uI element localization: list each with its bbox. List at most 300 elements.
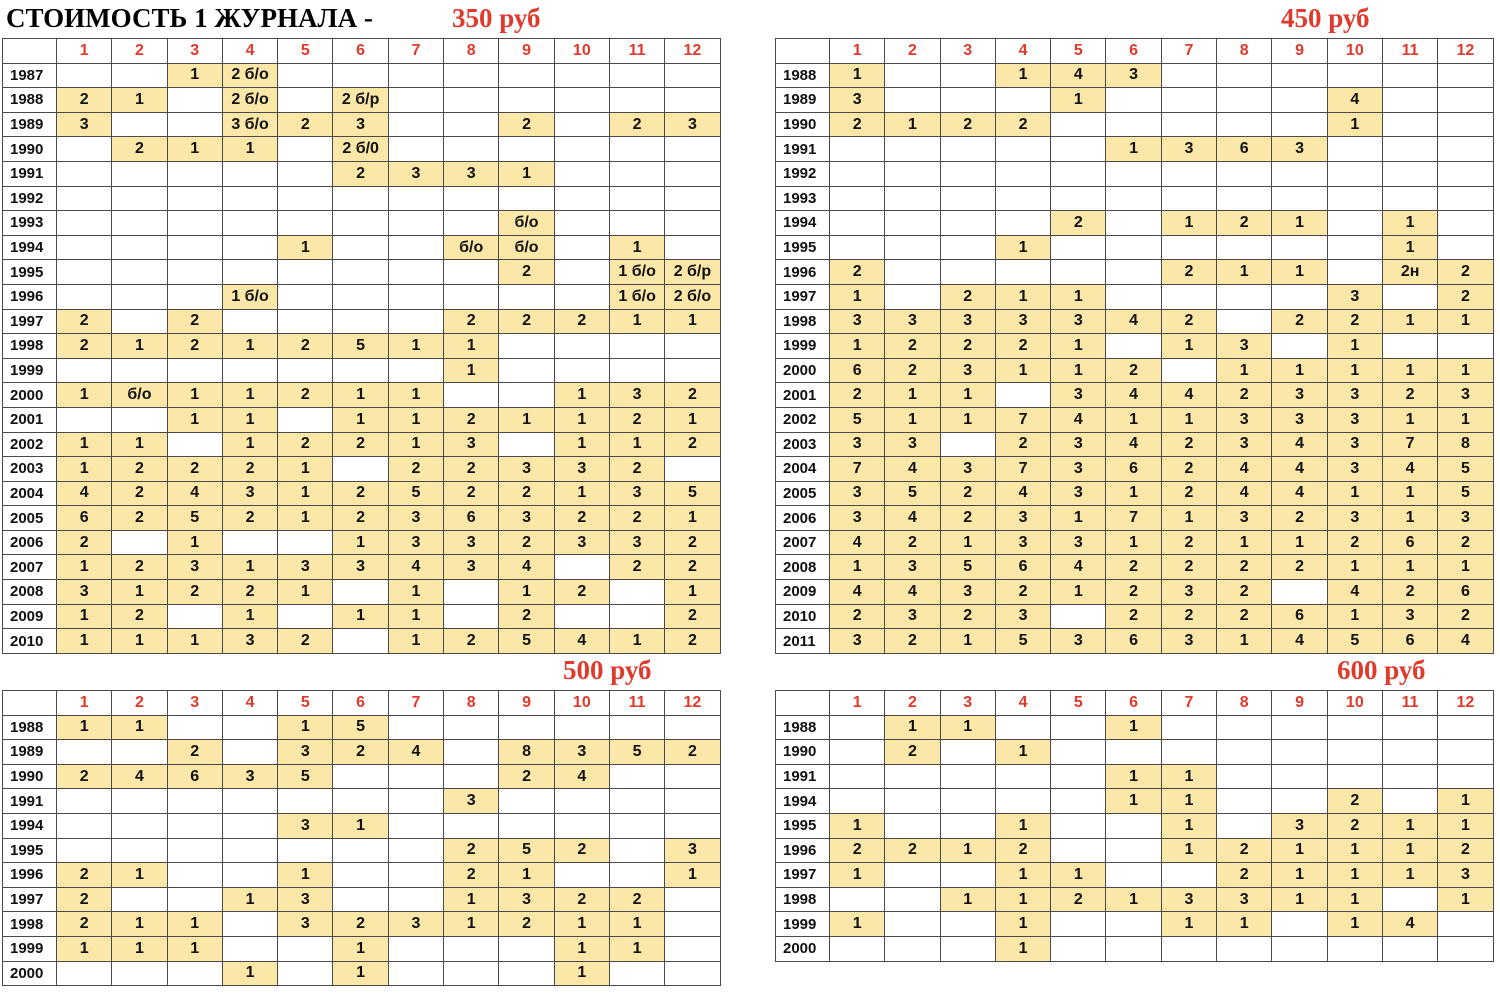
count-cell (57, 838, 112, 863)
count-cell: 1 (444, 887, 499, 912)
count-cell (278, 838, 333, 863)
count-cell (1106, 186, 1161, 211)
year-cell: 1997 (3, 887, 57, 912)
count-cell (1106, 88, 1161, 113)
table-row (3, 887, 721, 912)
count-cell: 2 (1438, 530, 1493, 555)
count-cell (609, 863, 664, 888)
count-cell: 2 (222, 457, 277, 482)
count-cell (499, 284, 554, 309)
count-cell: 1 (222, 407, 277, 432)
count-cell: 1 (57, 457, 112, 482)
count-cell: 3 (1438, 506, 1493, 531)
count-cell (444, 383, 499, 408)
year-cell: 1989 (776, 88, 830, 113)
count-cell (333, 863, 388, 888)
count-cell: 1 (1382, 555, 1437, 580)
table-row (3, 530, 721, 555)
count-cell: 2 (1217, 383, 1272, 408)
count-cell: 4 (1382, 457, 1437, 482)
count-cell: 3 (222, 629, 277, 654)
count-cell: 2 (333, 432, 388, 457)
count-cell: 3 (830, 481, 885, 506)
count-cell (609, 334, 664, 359)
count-cell (554, 813, 609, 838)
count-cell: 1 (1272, 358, 1327, 383)
count-cell: 6 (1217, 137, 1272, 162)
count-cell (333, 235, 388, 260)
count-cell (167, 358, 222, 383)
count-cell: 4 (1272, 457, 1327, 482)
count-cell (1051, 740, 1106, 765)
count-cell (278, 186, 333, 211)
year-cell: 2009 (3, 604, 57, 629)
count-cell: 1 (278, 457, 333, 482)
count-cell (333, 260, 388, 285)
count-cell: 2 (995, 334, 1050, 359)
count-cell (1217, 789, 1272, 814)
year-cell: 2000 (3, 961, 57, 986)
count-cell: 5 (940, 555, 995, 580)
count-cell (665, 764, 720, 789)
count-cell: 1 (1327, 838, 1382, 863)
count-cell (1438, 211, 1493, 236)
table-row (3, 740, 721, 765)
count-cell: 2 (1272, 555, 1327, 580)
year-cell: 1989 (3, 740, 57, 765)
count-cell (1382, 186, 1437, 211)
count-cell: 2 (57, 334, 112, 359)
count-cell: 2 (1106, 555, 1161, 580)
count-cell (112, 740, 167, 765)
count-cell (1438, 186, 1493, 211)
count-cell: 3 (444, 432, 499, 457)
count-cell (1272, 764, 1327, 789)
count-cell: 2 (388, 457, 443, 482)
count-cell: 3 (995, 530, 1050, 555)
count-cell: 1 (665, 407, 720, 432)
count-cell: 1 (1051, 358, 1106, 383)
month-header: 2 (112, 691, 167, 716)
corner-cell (3, 691, 57, 716)
month-header: 2 (112, 39, 167, 64)
count-cell (1161, 936, 1216, 961)
count-cell: 7 (1106, 506, 1161, 531)
count-cell: 1 (1327, 604, 1382, 629)
count-cell: 1 (499, 580, 554, 605)
count-cell: 3 (278, 813, 333, 838)
table-row (3, 161, 721, 186)
count-cell: 3 (1272, 407, 1327, 432)
count-cell: 1 (388, 407, 443, 432)
table-row (3, 137, 721, 162)
count-cell: 5 (167, 506, 222, 531)
count-cell: 3 (1161, 887, 1216, 912)
count-cell: 2 (1161, 555, 1216, 580)
count-cell: 1 (1217, 912, 1272, 937)
count-cell: 5 (1327, 629, 1382, 654)
count-cell: 3 (1161, 629, 1216, 654)
count-cell (278, 137, 333, 162)
count-cell: 2 б/0 (333, 137, 388, 162)
year-cell: 1997 (776, 284, 830, 309)
count-cell (1327, 161, 1382, 186)
count-cell: 2 (112, 604, 167, 629)
count-cell (222, 715, 277, 740)
count-cell (885, 863, 940, 888)
count-cell (1438, 137, 1493, 162)
count-cell: 5 (278, 764, 333, 789)
count-cell (1217, 88, 1272, 113)
count-cell (1272, 715, 1327, 740)
count-cell (444, 63, 499, 88)
count-cell (1382, 334, 1437, 359)
count-cell (499, 383, 554, 408)
count-cell: 1 (1217, 530, 1272, 555)
count-cell: 4 (1106, 309, 1161, 334)
month-header: 1 (57, 39, 112, 64)
count-cell: 3 (940, 457, 995, 482)
count-cell: 1 (1327, 863, 1382, 888)
count-cell (554, 715, 609, 740)
count-cell: 1 (222, 555, 277, 580)
year-cell: 1997 (3, 309, 57, 334)
count-cell: 1 (388, 432, 443, 457)
count-cell: 2 (665, 432, 720, 457)
table-row (3, 457, 721, 482)
count-cell: 2 (1217, 211, 1272, 236)
table-row (776, 813, 1494, 838)
count-cell (112, 887, 167, 912)
count-cell: 5 (885, 481, 940, 506)
year-cell: 1990 (3, 137, 57, 162)
count-cell (333, 186, 388, 211)
count-cell: 2 (444, 838, 499, 863)
table-row (3, 334, 721, 359)
count-cell (1106, 936, 1161, 961)
count-cell: 3 (609, 530, 664, 555)
month-header: 12 (1438, 691, 1493, 716)
year-cell: 1997 (776, 863, 830, 888)
count-cell (665, 912, 720, 937)
count-cell (57, 789, 112, 814)
count-cell: 1 (57, 936, 112, 961)
count-cell: 5 (609, 740, 664, 765)
count-cell: 1 (278, 506, 333, 531)
count-cell (278, 260, 333, 285)
table-row (776, 887, 1494, 912)
count-cell: 1 (1106, 764, 1161, 789)
table-row (776, 358, 1494, 383)
year-cell: 1994 (776, 789, 830, 814)
count-cell (554, 186, 609, 211)
count-cell: 1 б/о (222, 284, 277, 309)
count-cell (885, 235, 940, 260)
count-cell (1051, 715, 1106, 740)
count-cell: 2 (554, 838, 609, 863)
header-row (776, 39, 1494, 64)
count-cell: 1 (1438, 555, 1493, 580)
month-header: 1 (57, 691, 112, 716)
count-cell: 1 (830, 284, 885, 309)
count-cell (57, 358, 112, 383)
count-cell (222, 789, 277, 814)
count-cell: 1 (995, 863, 1050, 888)
table-row (3, 506, 721, 531)
year-cell: 2001 (3, 407, 57, 432)
count-cell: 4 (112, 764, 167, 789)
year-cell: 1988 (776, 715, 830, 740)
count-cell: 2 (830, 604, 885, 629)
count-cell: 1 (1272, 530, 1327, 555)
count-cell: 4 (388, 555, 443, 580)
count-cell: 3 (940, 358, 995, 383)
count-cell: б/о (499, 211, 554, 236)
count-cell: 2 (278, 432, 333, 457)
count-cell (444, 186, 499, 211)
count-cell: 1 (609, 936, 664, 961)
count-cell: 1 (57, 604, 112, 629)
count-cell: 6 (1382, 629, 1437, 654)
count-cell: 3 (388, 161, 443, 186)
count-cell (167, 961, 222, 986)
month-header: 7 (1161, 39, 1216, 64)
count-cell (499, 961, 554, 986)
table-500 (2, 690, 721, 986)
count-cell: 1 (885, 715, 940, 740)
count-cell: 2н (1382, 260, 1437, 285)
count-cell: 3 (1327, 407, 1382, 432)
count-cell: 1 (112, 88, 167, 113)
count-cell: 1 (112, 936, 167, 961)
table-row (776, 235, 1494, 260)
count-cell (995, 260, 1050, 285)
count-cell (665, 715, 720, 740)
count-cell: 1 (1438, 887, 1493, 912)
count-cell: 2 (1438, 260, 1493, 285)
count-cell: 3 (1217, 334, 1272, 359)
count-cell (830, 235, 885, 260)
count-cell: 4 (885, 506, 940, 531)
count-cell: 2 (167, 457, 222, 482)
table-600 (775, 690, 1494, 962)
count-cell (1161, 161, 1216, 186)
count-cell: 2 (885, 334, 940, 359)
count-cell (444, 284, 499, 309)
count-cell: 6 (830, 358, 885, 383)
count-cell: 3 (333, 555, 388, 580)
count-cell (57, 186, 112, 211)
count-cell (278, 604, 333, 629)
count-cell (333, 838, 388, 863)
count-cell: 1 (1382, 211, 1437, 236)
count-cell: 1 (333, 604, 388, 629)
count-cell: 1 (499, 407, 554, 432)
count-cell (940, 186, 995, 211)
table-row (3, 112, 721, 137)
count-cell (333, 629, 388, 654)
count-cell: 3 б/о (222, 112, 277, 137)
count-cell (112, 789, 167, 814)
count-cell (1438, 764, 1493, 789)
count-cell: 2 (1382, 383, 1437, 408)
count-cell (1327, 715, 1382, 740)
count-cell: 1 (167, 629, 222, 654)
month-header: 6 (333, 691, 388, 716)
count-cell (222, 186, 277, 211)
count-cell (609, 211, 664, 236)
count-cell (665, 813, 720, 838)
count-cell (1051, 260, 1106, 285)
table-row (776, 63, 1494, 88)
count-cell (167, 715, 222, 740)
count-cell: 5 (499, 629, 554, 654)
year-cell: 1987 (3, 63, 57, 88)
table-row (3, 211, 721, 236)
count-cell (444, 764, 499, 789)
count-cell (995, 383, 1050, 408)
count-cell (665, 887, 720, 912)
count-cell (388, 211, 443, 236)
count-cell (167, 813, 222, 838)
count-cell (940, 813, 995, 838)
count-cell: 2 (554, 506, 609, 531)
count-cell (333, 284, 388, 309)
count-cell (1327, 740, 1382, 765)
count-cell: 2 (1438, 838, 1493, 863)
count-cell: 6 (995, 555, 1050, 580)
year-cell: 1996 (776, 260, 830, 285)
count-cell: 2 (1438, 284, 1493, 309)
count-cell (1438, 334, 1493, 359)
count-cell (995, 715, 1050, 740)
count-cell (609, 137, 664, 162)
count-cell: 1 (995, 284, 1050, 309)
count-cell (444, 813, 499, 838)
count-cell: 6 (57, 506, 112, 531)
count-cell: 1 (278, 235, 333, 260)
table-row (776, 88, 1494, 113)
count-cell: 3 (1272, 813, 1327, 838)
count-cell (940, 912, 995, 937)
month-header: 4 (995, 691, 1050, 716)
count-cell: 4 (1161, 383, 1216, 408)
count-cell: 1 (1327, 555, 1382, 580)
table-row (776, 481, 1494, 506)
count-cell: 2 (554, 887, 609, 912)
count-cell: 1 (554, 912, 609, 937)
corner-cell (776, 39, 830, 64)
count-cell: 4 (1272, 629, 1327, 654)
count-cell (1272, 63, 1327, 88)
count-cell (940, 764, 995, 789)
table-row (776, 407, 1494, 432)
count-cell (665, 334, 720, 359)
count-cell (940, 936, 995, 961)
count-cell: 2 (499, 309, 554, 334)
count-cell: 1 (222, 334, 277, 359)
table-row (776, 838, 1494, 863)
count-cell: 1 (1327, 112, 1382, 137)
count-cell: 1 (57, 383, 112, 408)
count-cell: 1 (1382, 235, 1437, 260)
count-cell (1272, 284, 1327, 309)
count-cell: 4 (388, 740, 443, 765)
count-cell: 1 (1327, 887, 1382, 912)
count-cell (1161, 235, 1216, 260)
year-cell: 1991 (3, 161, 57, 186)
count-cell (167, 235, 222, 260)
month-header: 7 (388, 39, 443, 64)
count-cell: 3 (388, 912, 443, 937)
count-cell: 1 (112, 629, 167, 654)
count-cell: 1 (830, 912, 885, 937)
count-cell: 4 (885, 457, 940, 482)
count-cell: 1 (388, 580, 443, 605)
count-cell: 1 (167, 912, 222, 937)
count-cell: 1 (1161, 334, 1216, 359)
count-cell (665, 186, 720, 211)
count-cell (1051, 936, 1106, 961)
count-cell (1106, 740, 1161, 765)
count-cell: 1 (995, 358, 1050, 383)
count-cell: 1 (1382, 407, 1437, 432)
count-cell: 1 (609, 912, 664, 937)
year-cell: 2003 (776, 432, 830, 457)
count-cell (1382, 936, 1437, 961)
month-header: 9 (1272, 39, 1327, 64)
count-cell: 5 (1438, 457, 1493, 482)
count-cell: 2 (885, 358, 940, 383)
count-cell (1438, 63, 1493, 88)
count-cell (167, 838, 222, 863)
table-350 (2, 38, 721, 654)
year-cell: 1995 (776, 813, 830, 838)
table-row (776, 555, 1494, 580)
count-cell (57, 284, 112, 309)
year-cell: 1991 (3, 789, 57, 814)
year-cell: 1998 (776, 887, 830, 912)
count-cell (112, 186, 167, 211)
count-cell (1382, 137, 1437, 162)
count-cell: 1 (830, 813, 885, 838)
count-cell (222, 161, 277, 186)
count-cell: 1 (1161, 506, 1216, 531)
count-cell: 1 (167, 530, 222, 555)
count-cell: 2 (222, 506, 277, 531)
count-cell: 2 (665, 530, 720, 555)
count-cell (499, 186, 554, 211)
count-cell (940, 235, 995, 260)
count-cell: 2 (444, 309, 499, 334)
table-row (3, 604, 721, 629)
count-cell: 1 (1327, 334, 1382, 359)
count-cell: 3 (830, 506, 885, 531)
count-cell (57, 260, 112, 285)
table-row (776, 580, 1494, 605)
count-cell (57, 161, 112, 186)
count-cell (333, 457, 388, 482)
count-cell: 2 (1161, 432, 1216, 457)
count-cell: 2 (1051, 211, 1106, 236)
count-cell: 2 (609, 457, 664, 482)
month-header: 10 (554, 39, 609, 64)
count-cell: 1 (609, 629, 664, 654)
count-cell (388, 863, 443, 888)
year-cell: 1991 (776, 764, 830, 789)
count-cell (222, 912, 277, 937)
count-cell (1217, 284, 1272, 309)
